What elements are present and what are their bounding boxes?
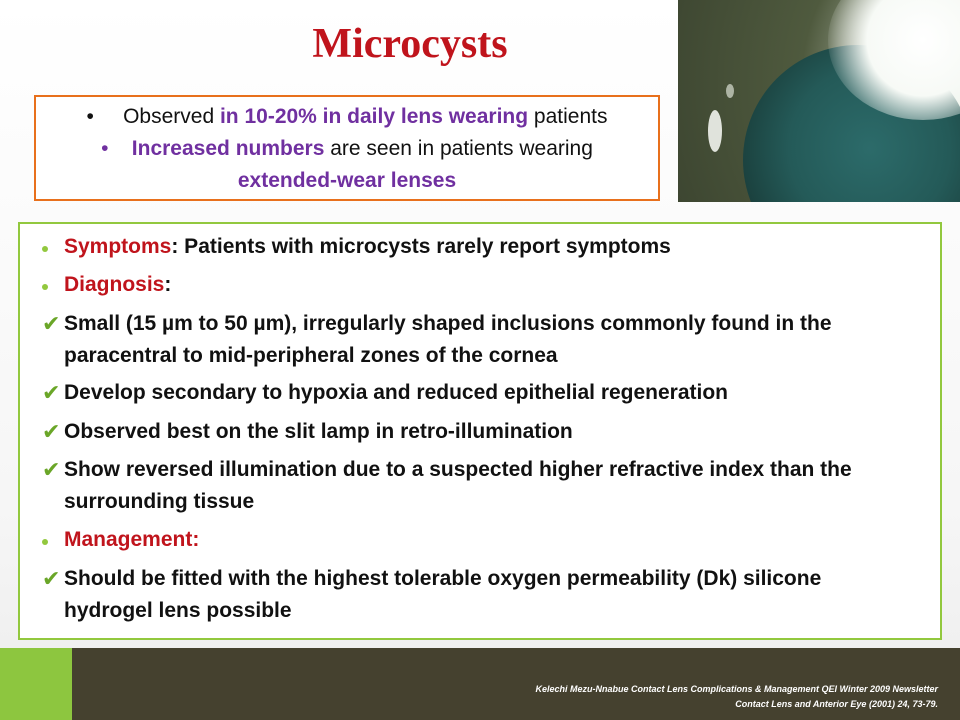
- footer-reference-2: Contact Lens and Anterior Eye (2001) 24, 73-79.: [735, 699, 938, 709]
- eye-reflection-small: [726, 84, 734, 98]
- check-icon: ✔: [42, 566, 61, 591]
- details-box: Symptoms: Patients with microcysts rarely report symptoms Diagnosis: ✔ Small (15 µm to 50 µm), irregularly shaped inclusions commonly found in the paracentral to mid-peripheral zones of the cornea ✔ Develop secondary to hypoxia and reduced epithelial regeneration ✔ Observed best on the slit lamp in retro-illumination ✔ Show reversed illumination due to a suspected higher refractive index than the surrounding tissue Management: ✔ Should be fitted with the highest tolerable oxygen permeability (Dk) silicone hydrogel lens possible: [18, 222, 942, 640]
- increased-numbers-text: are seen in patients wearing: [324, 137, 593, 160]
- check-icon: ✔: [42, 457, 61, 482]
- check-icon: ✔: [42, 311, 61, 336]
- incidence-text: Observed: [123, 105, 220, 128]
- bullet-dot: [42, 539, 48, 545]
- incidence-highlight: in 10-20% in daily lens wearing: [219, 105, 529, 128]
- incidence-text-end: patients: [528, 105, 608, 128]
- incidence-box: [34, 95, 660, 201]
- footer-reference-1: Kelechi Mezu-Nnabue Contact Lens Complications & Management QEI Winter 2009 Newsletter: [535, 684, 938, 694]
- eye-reflection: [708, 110, 722, 152]
- incidence-line-2: [36, 137, 658, 161]
- check-icon: ✔: [42, 419, 61, 444]
- diagnosis-label: Diagnosis: [64, 273, 165, 296]
- eye-photo: [678, 0, 960, 202]
- check-icon: ✔: [42, 380, 61, 405]
- bullet-dot: [42, 246, 48, 252]
- footer-bar: [0, 648, 960, 720]
- management-label: Management: [64, 528, 193, 551]
- bullet-dot: •: [101, 137, 109, 160]
- symptoms-text: : Patients with microcysts rarely report symptoms: [171, 235, 671, 258]
- bullet-dot: [42, 284, 48, 290]
- slide-title: Microcysts: [312, 21, 508, 67]
- increased-numbers-highlight: Increased numbers: [131, 137, 325, 160]
- footer-accent-block: [0, 648, 72, 720]
- bullet-dot: •: [86, 105, 94, 128]
- incidence-line-3: extended-wear lenses: [237, 169, 457, 192]
- symptoms-label: Symptoms: [64, 235, 172, 258]
- incidence-line-1: [36, 105, 658, 129]
